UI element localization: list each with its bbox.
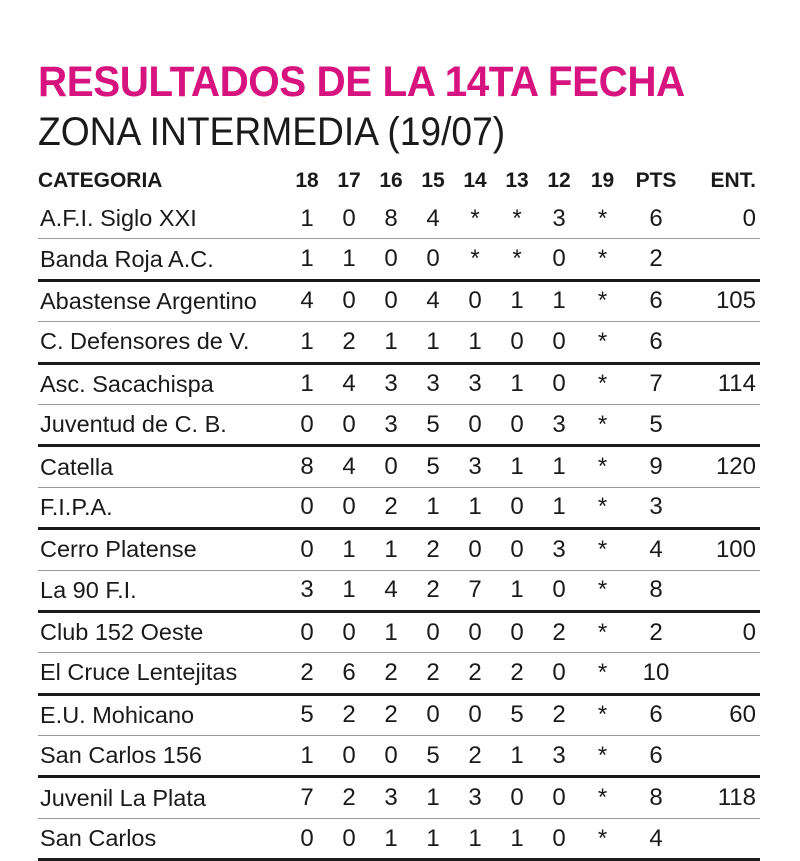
score-cell: 1 [426,493,440,521]
score-cell: 5 [426,453,440,481]
score-cell: 2 [426,535,440,563]
column-header: 15 [421,169,445,192]
score-cell: 0 [384,453,398,481]
score-cell: 0 [300,535,314,563]
score-cell: 0 [342,741,356,769]
score-cell: 3 [552,204,566,232]
score-cell: 1 [300,204,314,232]
score-cell: 4 [384,576,398,604]
score-cell: 0 [510,493,524,521]
points-cell: 8 [649,576,663,604]
team-name-cell: Club 152 Oeste [40,619,204,646]
table-row [38,777,760,818]
score-cell: 1 [342,245,356,273]
score-cell: 0 [342,204,356,232]
team-name-cell: San Carlos [40,825,157,852]
table-row [38,487,760,528]
score-cell: 0 [552,245,566,273]
points-cell: 7 [649,370,663,398]
points-cell: 2 [649,618,663,646]
score-cell: * [597,658,608,686]
score-cell: 2 [342,701,356,729]
points-cell: 6 [649,701,663,729]
score-cell: 1 [510,741,524,769]
table-row [38,570,760,611]
score-cell: 0 [342,287,356,315]
table-row [38,239,760,280]
score-cell: 5 [300,701,314,729]
ent-cell [687,653,760,694]
score-cell: 1 [510,370,524,398]
score-cell: 4 [342,370,356,398]
score-cell: 1 [468,493,482,521]
score-cell: * [470,204,480,232]
column-header: 13 [505,169,529,192]
points-cell: 10 [642,658,670,686]
score-cell: 3 [468,784,482,812]
table-row [38,280,760,321]
score-cell: 1 [384,824,398,852]
column-header: 17 [337,169,361,192]
score-cell: 1 [300,245,314,273]
score-cell: 3 [552,535,566,563]
points-cell: 4 [649,535,663,563]
score-cell: 2 [342,784,356,812]
score-cell: 0 [510,618,524,646]
team-name-cell: Catella [40,453,114,480]
score-cell: 0 [300,618,314,646]
team-name-cell: La 90 F.I. [40,576,137,603]
score-cell: 1 [552,453,566,481]
points-cell: 4 [649,824,663,852]
team-name-cell: A.F.I. Siglo XXI [40,205,197,232]
team-name-cell: F.I.P.A. [40,493,113,520]
column-header: 14 [463,169,487,192]
score-cell: * [597,576,608,604]
points-cell: 6 [649,741,663,769]
score-cell: 2 [510,658,524,686]
score-cell: 1 [510,576,524,604]
score-cell: 4 [342,453,356,481]
score-cell: 1 [426,327,440,355]
score-cell: * [597,741,608,769]
score-cell: 0 [426,245,440,273]
score-cell: 0 [426,701,440,729]
score-cell: 2 [384,701,398,729]
score-cell: 3 [552,741,566,769]
ent-cell: 105 [715,287,756,315]
score-cell: 0 [300,410,314,438]
score-cell: * [597,410,608,438]
score-cell: 1 [510,453,524,481]
team-name-cell: Asc. Sacachispa [40,370,214,397]
score-cell: 2 [468,741,482,769]
table-row [38,404,760,445]
score-cell: 0 [552,370,566,398]
table-row [38,653,760,694]
score-cell: 5 [426,410,440,438]
ent-cell [687,570,760,611]
score-cell: * [470,245,480,273]
points-cell: 9 [649,453,663,481]
score-cell: 0 [552,824,566,852]
score-cell: 1 [510,824,524,852]
score-cell: 0 [342,618,356,646]
table-row [38,322,760,363]
score-cell: * [597,245,608,273]
ent-cell: 0 [742,618,756,646]
column-header: 12 [547,169,571,192]
score-cell: 0 [342,493,356,521]
team-name-cell: Abastense Argentino [40,287,257,314]
score-cell: 0 [300,493,314,521]
score-cell: 1 [384,327,398,355]
score-cell: 4 [300,287,314,315]
team-name-cell: C. Defensores de V. [40,328,250,355]
points-cell: 2 [649,245,663,273]
score-cell: 5 [510,701,524,729]
score-cell: 1 [552,493,566,521]
score-cell: 3 [468,453,482,481]
points-cell: 6 [649,327,663,355]
ent-cell: 118 [717,784,756,812]
table-row [38,694,760,735]
score-cell: 1 [510,287,524,315]
score-cell: 0 [468,287,482,315]
score-cell: 2 [342,327,356,355]
ent-cell: 120 [715,453,756,481]
score-cell: 5 [426,741,440,769]
score-cell: 3 [300,576,314,604]
team-name-cell: El Cruce Lentejitas [40,659,238,686]
score-cell: 1 [342,535,356,563]
score-cell: 0 [468,618,482,646]
column-header: ENT. [710,169,756,192]
points-cell: 8 [649,784,663,812]
score-cell: 7 [300,784,314,812]
score-cell: 0 [342,410,356,438]
column-header: PTS [635,169,677,192]
page-title: RESULTADOS DE LA 14TA FECHA [38,58,685,106]
score-cell: 1 [552,287,566,315]
score-cell: * [597,287,608,315]
score-cell: * [512,245,522,273]
team-name-cell: Juvenil La Plata [40,784,206,811]
score-cell: 0 [468,410,482,438]
points-cell: 5 [649,410,663,438]
score-cell: 2 [468,658,482,686]
ent-cell [687,322,760,363]
ent-cell [687,736,760,777]
score-cell: 3 [552,410,566,438]
score-cell: 7 [468,576,482,604]
ent-cell: 100 [715,535,756,563]
score-cell: 6 [342,658,356,686]
score-cell: * [597,327,608,355]
score-cell: * [597,204,608,232]
column-header: 19 [590,169,615,192]
score-cell: 0 [510,784,524,812]
score-cell: 0 [468,535,482,563]
score-cell: 0 [552,327,566,355]
team-name-cell: E.U. Mohicano [40,701,195,728]
ent-cell: 0 [742,204,756,232]
table-body [38,199,760,860]
page-subtitle: ZONA INTERMEDIA (19/07) [38,110,506,154]
score-cell: 2 [384,493,398,521]
points-cell: 6 [649,287,663,315]
score-cell: 0 [510,327,524,355]
score-cell: * [512,204,522,232]
score-cell: 4 [426,287,440,315]
table-row [38,199,760,239]
score-cell: 2 [426,658,440,686]
score-cell: 0 [300,824,314,852]
score-cell: * [597,535,608,563]
table-row [38,736,760,777]
column-header: CATEGORIA [38,169,163,192]
table-row [38,363,760,404]
score-cell: 3 [426,370,440,398]
score-cell: 2 [552,701,566,729]
score-cell: 1 [300,327,314,355]
score-cell: 3 [384,410,398,438]
score-cell: 0 [342,824,356,852]
score-cell: 8 [300,453,314,481]
score-cell: * [597,493,608,521]
score-cell: 1 [384,618,398,646]
score-cell: 2 [426,576,440,604]
score-cell: * [597,824,608,852]
ent-cell: 114 [717,370,756,398]
score-cell: 1 [384,535,398,563]
score-cell: 0 [384,245,398,273]
score-cell: 1 [468,824,482,852]
column-header: 18 [295,169,319,192]
ent-cell [687,487,760,528]
score-cell: 2 [300,658,314,686]
team-name-cell: Cerro Platense [40,536,197,563]
score-cell: 1 [342,576,356,604]
table-row [38,446,760,487]
results-table [38,163,760,861]
table-row [38,611,760,652]
score-cell: 0 [552,576,566,604]
score-cell: 3 [384,370,398,398]
ent-cell: 60 [729,701,756,729]
score-cell: 1 [300,741,314,769]
score-cell: * [597,453,608,481]
score-cell: 0 [510,410,524,438]
points-cell: 3 [649,493,663,521]
score-cell: * [597,701,608,729]
score-cell: 1 [300,370,314,398]
score-cell: 0 [468,701,482,729]
team-name-cell: Banda Roja A.C. [40,245,214,272]
table-row [38,529,760,570]
score-cell: 0 [384,287,398,315]
score-cell: * [597,618,608,646]
team-name-cell: San Carlos 156 [40,742,202,769]
score-cell: * [597,370,608,398]
score-cell: 0 [552,784,566,812]
score-cell: 3 [384,784,398,812]
score-cell: 1 [426,784,440,812]
score-cell: 2 [552,618,566,646]
score-cell: 1 [426,824,440,852]
score-cell: 0 [384,741,398,769]
ent-cell [687,404,760,445]
score-cell: * [597,784,608,812]
score-cell: 0 [426,618,440,646]
table-header-row [38,163,760,199]
score-cell: 3 [468,370,482,398]
points-cell: 6 [649,204,663,232]
score-cell: 1 [468,327,482,355]
score-cell: 0 [510,535,524,563]
table-row [38,818,760,859]
ent-cell [687,239,760,280]
score-cell: 0 [552,658,566,686]
ent-cell [687,818,760,859]
team-name-cell: Juventud de C. B. [40,411,227,438]
column-header: 16 [379,169,403,192]
score-cell: 8 [384,204,398,232]
score-cell: 2 [384,658,398,686]
score-cell: 4 [426,204,440,232]
